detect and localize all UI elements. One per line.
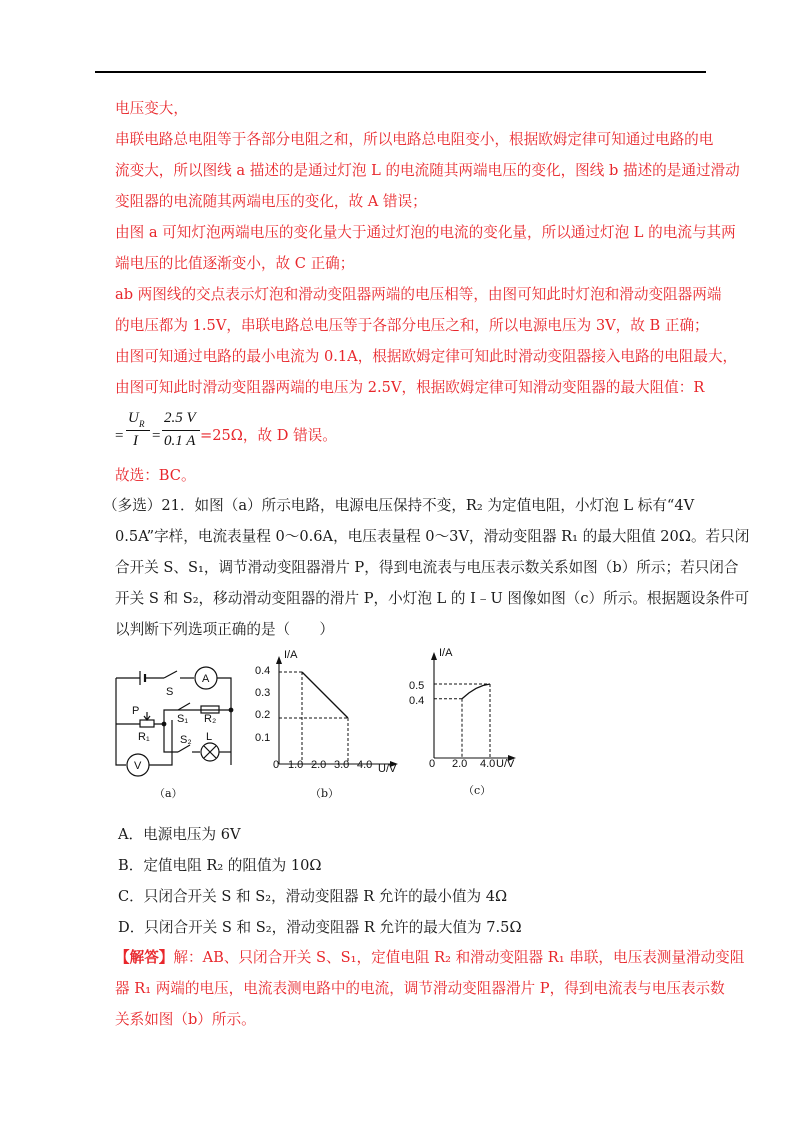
fraction-bar <box>126 430 150 431</box>
series-line <box>462 684 490 699</box>
c-xtick: 2.0 <box>452 758 468 770</box>
solution-line: 串联电路总电阻等于各部分电阻之和，所以电路总电阻变小，根据欧姆定律可知通过电路的电 <box>115 131 714 148</box>
b-xtick: 4.0 <box>357 759 373 771</box>
solution-line: 关系如图（b）所示。 <box>115 1011 256 1028</box>
answer-line: 故选：BC。 <box>115 467 196 484</box>
header-rule <box>95 71 706 73</box>
c-ytick: 0.4 <box>409 695 425 707</box>
label-r1: R₁ <box>138 731 150 743</box>
solution-line: 器 R₁ 两端的电压，电流表测电路中的电流，调节滑动变阻器滑片 P，得到电流表与电压表示数 <box>115 980 725 997</box>
solution-line: 电压变大， <box>115 100 188 117</box>
solution-line <box>115 946 744 967</box>
switch-s1-blade <box>178 703 190 710</box>
question-line: 0.5A”字样，电流表量程 0～0.6A，电压表量程 0～3V，滑动变阻器 R₁ 的最大阻值 20Ω。若只闭 <box>115 528 750 545</box>
caption-c: （c） <box>463 784 492 797</box>
series-line <box>302 672 348 718</box>
option-a: A．电源电压为 6V <box>118 826 241 843</box>
option-b: B．定值电阻 R₂ 的阻值为 10Ω <box>118 857 322 874</box>
solution-line: 流变大，所以图线 a 描述的是通过灯泡 L 的电流随其两端电压的变化，图线 b 描述的是通过滑动 <box>115 162 740 179</box>
label-voltmeter: V <box>134 760 142 772</box>
label-s2: S₂ <box>180 734 192 746</box>
solution-line: 由图可知此时滑动变阻器两端的电压为 2.5V，根据欧姆定律可知滑动变阻器的最大阻值：R <box>115 379 705 396</box>
label-p: P <box>132 705 140 717</box>
b-ytick: 0.1 <box>255 732 271 744</box>
option-d: D．只闭合开关 S 和 S₂，滑动变阻器 R 允许的最大值为 7.5Ω <box>118 919 522 936</box>
rheostat-r1-body <box>140 720 154 727</box>
label-lamp: L <box>206 731 213 743</box>
formula-subscript-r: R <box>139 419 145 429</box>
solution-text: 解：AB、只闭合开关 S、S₁，定值电阻 R₂ 和滑动变阻器 R₁ 串联，电压表测量滑动变阻 <box>173 949 745 966</box>
fraction-bar <box>162 430 200 431</box>
question-line: 合开关 S、S₁，调节滑动变阻器滑片 P，得到电流表与电压表示数关系如图（b）所示；若只闭合 <box>115 559 739 576</box>
formula-equals: = <box>152 428 161 444</box>
label-r2: R₂ <box>204 713 217 725</box>
c-xlabel: U/V <box>496 758 515 770</box>
solution-line: 的电压都为 1.5V，串联电路总电压等于各部分电压之和，所以电源电压为 3V，故 B 正确； <box>115 317 709 334</box>
solution-tag: 【解答】 <box>115 949 174 966</box>
question-line: 开关 S 和 S₂，移动滑动变阻器的滑片 P，小灯泡 L 的 I﹣U 图像如图（c）所示。根据题设条件可 <box>115 590 750 607</box>
b-ytick: 0.2 <box>255 709 271 721</box>
formula-numerator-value: 2.5 V <box>164 410 196 426</box>
option-c: C．只闭合开关 S 和 S₂，滑动变阻器 R 允许的最小值为 4Ω <box>118 888 508 905</box>
graph-c-marks <box>434 684 490 758</box>
label-s: S <box>166 686 174 698</box>
question-line: 以判断下列选项正确的是（ ） <box>115 621 334 638</box>
label-s1: S₁ <box>177 713 189 725</box>
c-xtick: 4.0 <box>480 758 496 770</box>
figures-row <box>100 640 530 810</box>
solution-line: 变阻器的电流随其两端电压的变化，故 A 错误； <box>115 193 427 210</box>
question-line: （多选）21．如图（a）所示电路，电源电压保持不变，R₂ 为定值电阻，小灯泡 L 标有“4V <box>103 497 695 514</box>
b-ytick: 0.4 <box>255 665 271 677</box>
formula-result: =25Ω，故 D 错误。 <box>200 427 337 444</box>
caption-a: （a） <box>154 787 183 800</box>
graph-c <box>409 647 516 797</box>
solution-line: ab 两图线的交点表示灯泡和滑动变阻器两端的电压相等，由图可知此时灯泡和滑动变阻器两端 <box>115 286 722 303</box>
formula-equals: = <box>115 428 124 444</box>
label-ammeter: A <box>202 673 210 685</box>
b-ylabel: I/A <box>284 649 298 661</box>
b-xtick: 2.0 <box>311 759 327 771</box>
b-xtick: 0 <box>273 759 280 771</box>
solution-line: 端电压的比值逐渐变小，故 C 正确； <box>115 255 355 272</box>
circuit-labels <box>132 673 216 800</box>
c-xtick: 0 <box>429 758 436 770</box>
switch-s-blade <box>164 671 177 678</box>
solution-line: 由图 a 可知灯泡两端电压的变化量大于通过灯泡的电流的变化量，所以通过灯泡 L 的电流与其两 <box>115 224 736 241</box>
formula-denominator-i: I <box>133 433 138 449</box>
solution-line: 由图可知通过电路的最小电流为 0.1A，根据欧姆定律可知此时滑动变阻器接入电路的电阻最大， <box>115 348 738 365</box>
graph-b <box>255 649 398 800</box>
b-ytick: 0.3 <box>255 687 271 699</box>
b-xtick: 1.0 <box>288 759 304 771</box>
b-xlabel: U/V <box>378 763 397 775</box>
c-ylabel: I/A <box>439 647 453 659</box>
formula-numerator-u: U <box>128 410 139 426</box>
c-ytick: 0.5 <box>409 680 425 692</box>
b-xtick: 3.0 <box>334 759 350 771</box>
caption-b: （b） <box>310 787 340 800</box>
graph-b-marks <box>279 672 348 764</box>
formula-denominator-value: 0.1 A <box>164 433 196 449</box>
switch-s2-blade <box>178 745 190 752</box>
